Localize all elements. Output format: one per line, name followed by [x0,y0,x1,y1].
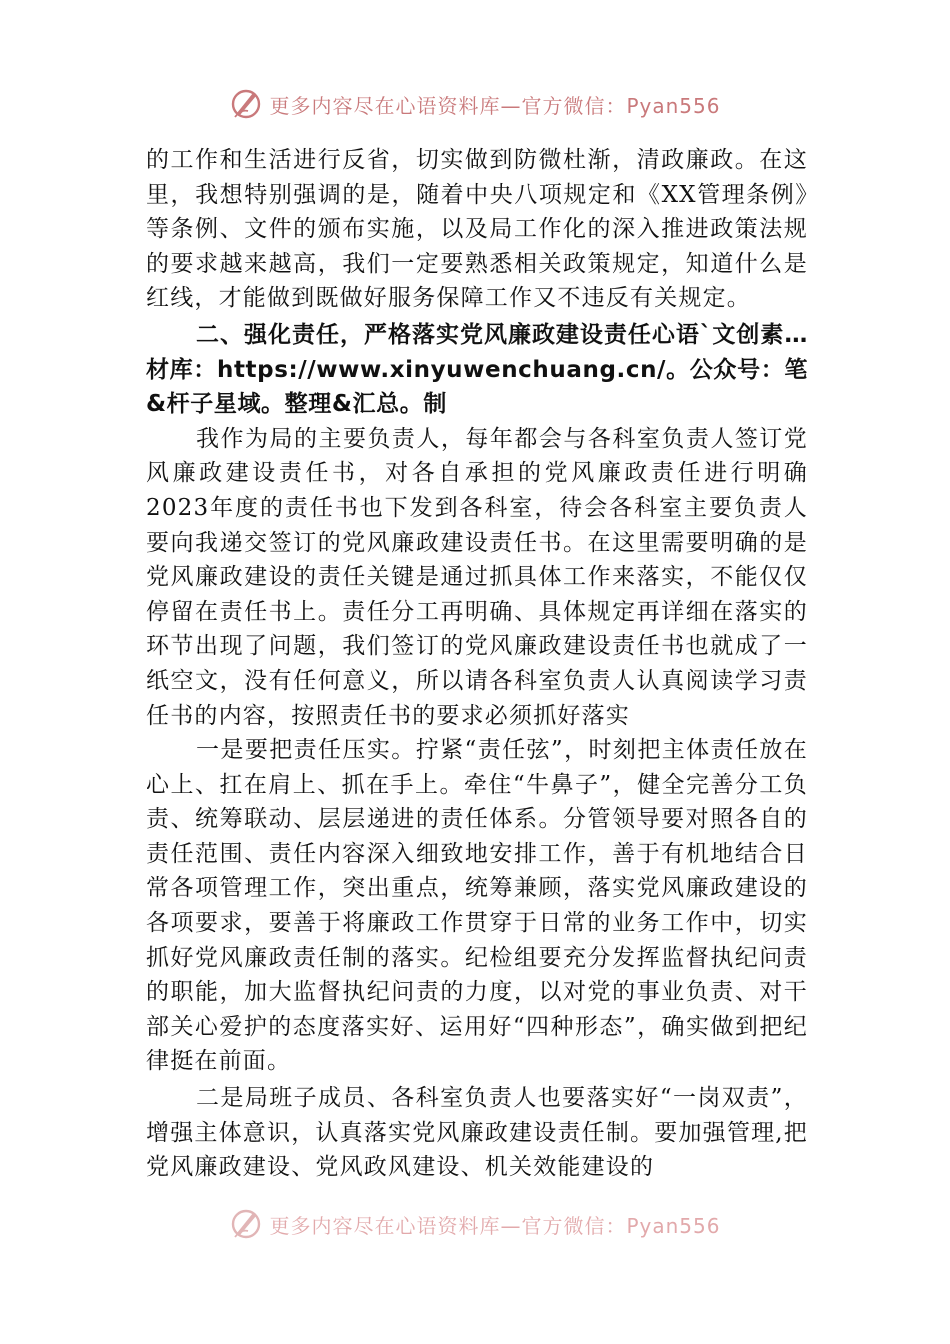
banner-text: 更多内容尽在心语资料库—官方微信：Pyan556 [269,1213,721,1238]
document-body [146,143,808,1185]
banner-text: 更多内容尽在心语资料库—官方微信：Pyan556 [269,93,721,118]
pen-logo-icon [229,1207,263,1241]
paragraph-responsibility: 我作为局的主要负责人，每年都会与各科室负责人签订党风廉政建设责任书，对各自承担的党风廉政责任进行明确2023年度的责任书也下发到各科室，待会各科室主要负责人要向我递交签订的党风廉政建设责任书。在这里需要明确的是党风廉政建设的责任关键是通过抓具体工作来落实，不能仅仅停留在责任书上。责任分工再明确、具体规定再详细在落实的环节出现了问题，我们签订的党风廉政建设责任书也就成了一纸空文，没有任何意义，所以请各科室负责人认真阅读学习责任书的内容，按照责任书的要求必须抓好落实 [146,425,808,729]
header-watermark-banner [0,84,950,124]
section-heading: 二、强化责任，严格落实党风廉政建设责任心语`文创素…材库：https://www.xinyuwenchuang.cn/。公众号：笔&杆子星域。整理&汇总。制 [146,321,808,418]
paragraph-point-one: 一是要把责任压实。拧紧“责任弦”，时刻把主体责任放在心上、扛在肩上、抓在手上。牵住“牛鼻子”，健全完善分工负责、统筹联动、层层递进的责任体系。分管领导要对照各自的责任范围、责任内容深入细致地安排工作，善于有机地结合日常各项管理工作，突出重点，统筹兼顾，落实党风廉政建设的各项要求，要善于将廉政工作贯穿于日常的业务工作中，切实抓好党风廉政责任制的落实。纪检组要充分发挥监督执纪问责的职能，加大监督执纪问责的力度，以对党的事业负责、对干部关心爱护的态度落实好、运用好“四种形态”，确实做到把纪律挺在前面。 [146,737,808,1075]
pen-logo-icon [229,87,263,121]
paragraph-point-two: 二是局班子成员、各科室负责人也要落实好“一岗双责”，增强主体意识，认真落实党风廉政建设责任制。要加强管理,把党风廉政建设、党风政风建设、机关效能建设的 [146,1085,808,1181]
paragraph-continuation: 的工作和生活进行反省，切实做到防微杜渐，清政廉政。在这里，我想特别强调的是，随着中央八项规定和《XX管理条例》等条例、文件的颁布实施，以及局工作化的深入推进政策法规的要求越来越高，我们一定要熟悉相关政策规定，知道什么是红线，才能做到既做好服务保障工作又不违反有关规定。 [146,147,808,312]
footer-watermark-banner [0,1204,950,1244]
